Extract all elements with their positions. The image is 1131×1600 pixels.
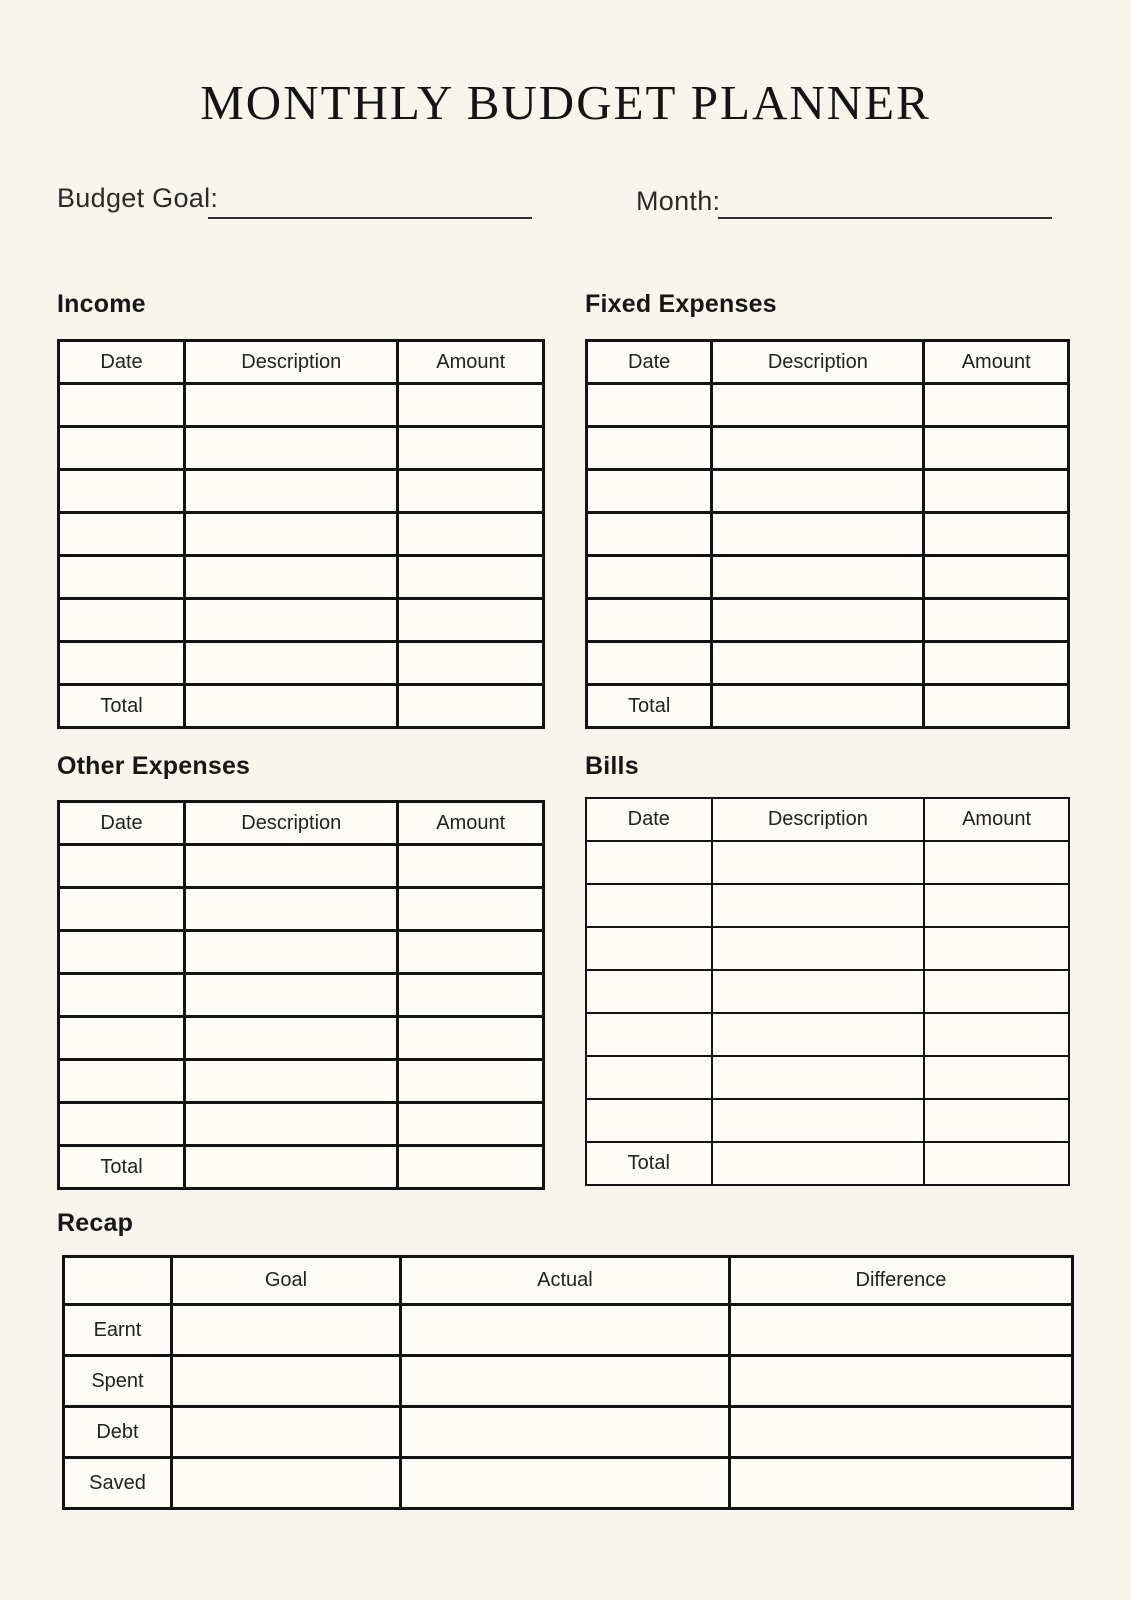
table-row xyxy=(59,384,544,427)
empty-cell[interactable] xyxy=(924,841,1069,884)
empty-cell[interactable] xyxy=(712,970,925,1013)
empty-cell[interactable] xyxy=(398,599,544,642)
empty-cell[interactable] xyxy=(59,1060,185,1103)
empty-cell[interactable] xyxy=(924,470,1069,513)
empty-cell[interactable] xyxy=(59,556,185,599)
table-row xyxy=(59,513,544,556)
column-header: Description xyxy=(185,341,398,384)
empty-cell[interactable] xyxy=(924,1099,1069,1142)
empty-cell[interactable] xyxy=(587,513,712,556)
income-table xyxy=(57,339,545,729)
table-row xyxy=(587,470,1069,513)
empty-cell[interactable] xyxy=(586,970,712,1013)
empty-cell[interactable] xyxy=(729,1305,1072,1356)
empty-cell[interactable] xyxy=(924,1056,1069,1099)
column-header: Date xyxy=(59,802,185,845)
table-row xyxy=(586,1013,1069,1056)
bills-table xyxy=(585,797,1070,1186)
empty-cell[interactable] xyxy=(171,1407,400,1458)
table-row xyxy=(586,970,1069,1013)
table-row xyxy=(59,427,544,470)
row-label: Spent xyxy=(64,1356,172,1407)
table-row xyxy=(587,685,1069,728)
empty-cell[interactable] xyxy=(398,1146,544,1189)
empty-cell[interactable] xyxy=(185,427,398,470)
empty-cell[interactable] xyxy=(398,384,544,427)
empty-cell[interactable] xyxy=(59,931,185,974)
empty-cell[interactable] xyxy=(185,685,398,728)
empty-cell[interactable] xyxy=(59,470,185,513)
empty-cell[interactable] xyxy=(586,1013,712,1056)
empty-cell[interactable] xyxy=(924,642,1069,685)
section-heading-other-expenses: Other Expenses xyxy=(57,752,251,780)
table-row xyxy=(64,1407,1073,1458)
row-label: Total xyxy=(59,685,185,728)
empty-cell[interactable] xyxy=(185,513,398,556)
empty-cell[interactable] xyxy=(712,427,924,470)
empty-cell[interactable] xyxy=(398,685,544,728)
table-row xyxy=(59,931,544,974)
table-row xyxy=(59,642,544,685)
empty-cell[interactable] xyxy=(398,888,544,931)
column-header: Actual xyxy=(400,1257,729,1305)
column-header-blank xyxy=(64,1257,172,1305)
empty-cell[interactable] xyxy=(586,884,712,927)
empty-cell[interactable] xyxy=(586,1056,712,1099)
empty-cell[interactable] xyxy=(398,931,544,974)
table-row xyxy=(59,685,544,728)
table-row xyxy=(59,1017,544,1060)
empty-cell[interactable] xyxy=(712,927,925,970)
empty-cell[interactable] xyxy=(398,1060,544,1103)
empty-cell[interactable] xyxy=(171,1356,400,1407)
table-row xyxy=(587,556,1069,599)
column-header: Amount xyxy=(398,341,544,384)
header-row xyxy=(586,798,1069,841)
column-header: Date xyxy=(587,341,712,384)
table-row xyxy=(587,642,1069,685)
section-heading-recap: Recap xyxy=(57,1209,134,1237)
table-row xyxy=(59,845,544,888)
empty-cell[interactable] xyxy=(398,427,544,470)
empty-cell[interactable] xyxy=(587,556,712,599)
empty-cell[interactable] xyxy=(729,1458,1072,1509)
table-row xyxy=(587,384,1069,427)
empty-cell[interactable] xyxy=(398,513,544,556)
empty-cell[interactable] xyxy=(712,599,924,642)
column-header: Date xyxy=(59,341,185,384)
empty-cell[interactable] xyxy=(59,384,185,427)
empty-cell[interactable] xyxy=(586,1099,712,1142)
empty-cell[interactable] xyxy=(398,1017,544,1060)
column-header: Description xyxy=(712,798,925,841)
table-row xyxy=(586,1142,1069,1185)
empty-cell[interactable] xyxy=(924,1142,1069,1185)
empty-cell[interactable] xyxy=(712,1142,925,1185)
empty-cell[interactable] xyxy=(398,974,544,1017)
column-header: Amount xyxy=(924,341,1069,384)
empty-cell[interactable] xyxy=(398,845,544,888)
empty-cell[interactable] xyxy=(924,427,1069,470)
empty-cell[interactable] xyxy=(59,888,185,931)
empty-cell[interactable] xyxy=(185,1146,398,1189)
empty-cell[interactable] xyxy=(59,1103,185,1146)
empty-cell[interactable] xyxy=(400,1458,729,1509)
empty-cell[interactable] xyxy=(59,513,185,556)
empty-cell[interactable] xyxy=(587,427,712,470)
empty-cell[interactable] xyxy=(924,513,1069,556)
table-row xyxy=(59,888,544,931)
empty-cell[interactable] xyxy=(185,599,398,642)
budget-goal-label: Budget Goal: xyxy=(57,183,219,213)
empty-cell[interactable] xyxy=(185,1060,398,1103)
row-label: Saved xyxy=(64,1458,172,1509)
empty-cell[interactable] xyxy=(587,642,712,685)
row-label: Total xyxy=(586,1142,712,1185)
empty-cell[interactable] xyxy=(171,1305,400,1356)
empty-cell[interactable] xyxy=(185,1103,398,1146)
empty-cell[interactable] xyxy=(712,685,924,728)
header-row xyxy=(587,341,1069,384)
empty-cell[interactable] xyxy=(185,931,398,974)
empty-cell[interactable] xyxy=(185,470,398,513)
table-row xyxy=(59,470,544,513)
column-header: Amount xyxy=(398,802,544,845)
empty-cell[interactable] xyxy=(587,599,712,642)
empty-cell[interactable] xyxy=(729,1356,1072,1407)
column-header: Description xyxy=(185,802,398,845)
empty-cell[interactable] xyxy=(712,1099,925,1142)
empty-cell[interactable] xyxy=(185,845,398,888)
header-row xyxy=(59,802,544,845)
row-label: Earnt xyxy=(64,1305,172,1356)
empty-cell[interactable] xyxy=(398,556,544,599)
empty-cell[interactable] xyxy=(59,974,185,1017)
empty-cell[interactable] xyxy=(924,685,1069,728)
fixed-expenses-table xyxy=(585,339,1070,729)
table-row xyxy=(64,1305,1073,1356)
column-header: Goal xyxy=(171,1257,400,1305)
empty-cell[interactable] xyxy=(924,384,1069,427)
empty-cell[interactable] xyxy=(924,556,1069,599)
empty-cell[interactable] xyxy=(185,384,398,427)
empty-cell[interactable] xyxy=(586,841,712,884)
table-row xyxy=(586,1099,1069,1142)
other-expenses-table xyxy=(57,800,545,1190)
empty-cell[interactable] xyxy=(587,384,712,427)
empty-cell[interactable] xyxy=(712,642,924,685)
empty-cell[interactable] xyxy=(59,642,185,685)
table-row xyxy=(59,556,544,599)
table-row xyxy=(64,1458,1073,1509)
page-title: MONTHLY BUDGET PLANNER xyxy=(200,75,931,130)
table-row xyxy=(587,599,1069,642)
empty-cell[interactable] xyxy=(398,470,544,513)
empty-cell[interactable] xyxy=(171,1458,400,1509)
table-row xyxy=(586,927,1069,970)
empty-cell[interactable] xyxy=(185,556,398,599)
empty-cell[interactable] xyxy=(400,1356,729,1407)
empty-cell[interactable] xyxy=(924,599,1069,642)
column-header: Amount xyxy=(924,798,1069,841)
month-label: Month: xyxy=(636,186,721,216)
row-label: Total xyxy=(59,1146,185,1189)
empty-cell[interactable] xyxy=(712,513,924,556)
empty-cell[interactable] xyxy=(59,1017,185,1060)
section-heading-bills: Bills xyxy=(585,752,639,780)
empty-cell[interactable] xyxy=(712,470,924,513)
column-header: Description xyxy=(712,341,924,384)
empty-cell[interactable] xyxy=(712,841,925,884)
header-row xyxy=(59,341,544,384)
empty-cell[interactable] xyxy=(587,470,712,513)
section-heading-fixed-expenses: Fixed Expenses xyxy=(585,290,777,318)
table-row xyxy=(586,1056,1069,1099)
table-row xyxy=(586,841,1069,884)
empty-cell[interactable] xyxy=(924,970,1069,1013)
budget-goal-line[interactable] xyxy=(208,217,532,219)
empty-cell[interactable] xyxy=(712,384,924,427)
table-row xyxy=(59,1103,544,1146)
empty-cell[interactable] xyxy=(924,884,1069,927)
empty-cell[interactable] xyxy=(729,1407,1072,1458)
empty-cell[interactable] xyxy=(185,642,398,685)
empty-cell[interactable] xyxy=(712,884,925,927)
table-row xyxy=(59,974,544,1017)
table-row xyxy=(59,1146,544,1189)
empty-cell[interactable] xyxy=(398,1103,544,1146)
table-row xyxy=(64,1356,1073,1407)
row-label: Debt xyxy=(64,1407,172,1458)
empty-cell[interactable] xyxy=(185,888,398,931)
empty-cell[interactable] xyxy=(712,1056,925,1099)
empty-cell[interactable] xyxy=(59,845,185,888)
empty-cell[interactable] xyxy=(400,1407,729,1458)
row-label: Total xyxy=(587,685,712,728)
empty-cell[interactable] xyxy=(185,974,398,1017)
empty-cell[interactable] xyxy=(398,642,544,685)
table-row xyxy=(59,1060,544,1103)
table-row xyxy=(586,884,1069,927)
empty-cell[interactable] xyxy=(59,427,185,470)
column-header: Date xyxy=(586,798,712,841)
empty-cell[interactable] xyxy=(924,927,1069,970)
section-heading-income: Income xyxy=(57,290,146,318)
empty-cell[interactable] xyxy=(400,1305,729,1356)
column-header: Difference xyxy=(729,1257,1072,1305)
month-line[interactable] xyxy=(718,217,1052,219)
empty-cell[interactable] xyxy=(586,927,712,970)
table-row xyxy=(59,599,544,642)
empty-cell[interactable] xyxy=(59,599,185,642)
empty-cell[interactable] xyxy=(712,556,924,599)
recap-table xyxy=(62,1255,1074,1510)
table-row xyxy=(587,427,1069,470)
header-row xyxy=(64,1257,1073,1305)
empty-cell[interactable] xyxy=(712,1013,925,1056)
empty-cell[interactable] xyxy=(185,1017,398,1060)
table-row xyxy=(587,513,1069,556)
empty-cell[interactable] xyxy=(924,1013,1069,1056)
